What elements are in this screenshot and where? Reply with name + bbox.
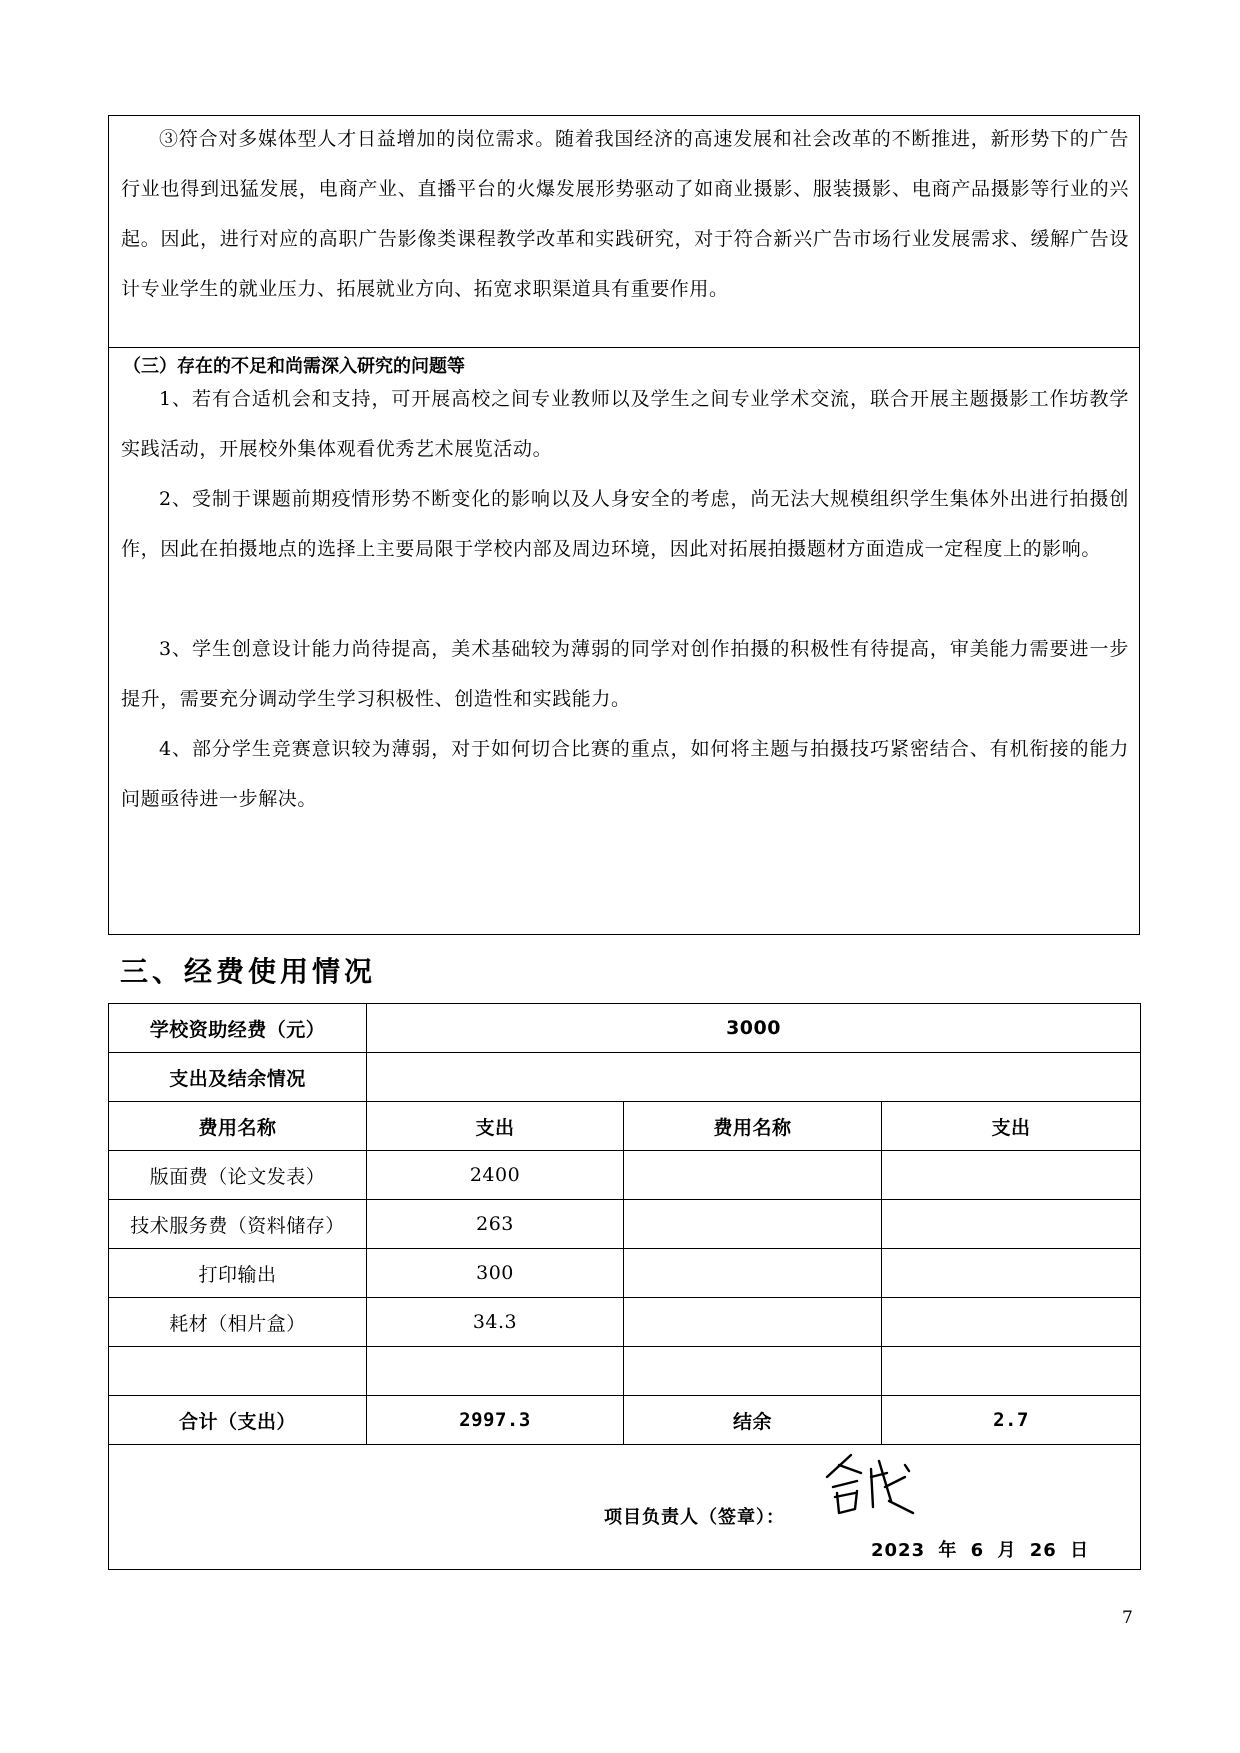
shortfalls-heading: （三）存在的不足和尚需深入研究的问题等 — [123, 356, 465, 377]
expense-name — [624, 1347, 882, 1396]
expense-amount — [882, 1298, 1141, 1347]
column-header-name: 费用名称 — [624, 1102, 882, 1151]
section-title-funding: 三、经费使用情况 — [120, 955, 377, 988]
expense-name — [109, 1347, 367, 1396]
funding-value: 3000 — [367, 1004, 1141, 1053]
funding-table — [108, 1003, 1141, 1570]
expense-amount — [882, 1151, 1141, 1200]
expense-name — [624, 1151, 882, 1200]
shortfall-item-4: 4、部分学生竞赛意识较为薄弱，对于如何切合比赛的重点，如何将主题与拍摄技巧紧密结合、有机衔接的能力问题亟待进一步解决。 — [121, 738, 1129, 810]
signer-label: 项目负责人（签章）： — [604, 1507, 785, 1528]
funding-label: 学校资助经费（元） — [109, 1004, 367, 1053]
expense-amount — [882, 1347, 1141, 1396]
shortfall-item-3: 3、学生创意设计能力尚待提高，美术基础较为薄弱的同学对创作拍摄的积极性有待提高，审美能力需要进一步提升，需要充分调动学生学习积极性、创造性和实践能力。 — [121, 638, 1129, 710]
sign-date: 2023 年 6 月 26 日 — [871, 1540, 1090, 1561]
table-row — [109, 1249, 1141, 1298]
expense-amount — [367, 1347, 624, 1396]
expense-name — [624, 1200, 882, 1249]
signature-row — [109, 1445, 1141, 1570]
total-label: 合计（支出） — [109, 1396, 367, 1445]
expense-amount: 300 — [367, 1249, 624, 1298]
expense-name: 打印输出 — [109, 1249, 367, 1298]
text-box-shortfalls — [108, 347, 1140, 935]
expense-amount — [882, 1249, 1141, 1298]
expense-amount: 2400 — [367, 1151, 624, 1200]
shortfall-item-1: 1、若有合适机会和支持，可开展高校之间专业教师以及学生之间专业学术交流，联合开展主题摄影工作坊教学实践活动，开展校外集体观看优秀艺术展览活动。 — [121, 388, 1129, 460]
expense-amount — [882, 1200, 1141, 1249]
total-row — [109, 1396, 1141, 1445]
total-value: 2997.3 — [367, 1396, 624, 1445]
shortfall-item-2: 2、受制于课题前期疫情形势不断变化的影响以及人身安全的考虑，尚无法大规模组织学生集体外出进行拍摄创作，因此在拍摄地点的选择上主要局限于学校内部及周边环境，因此对拓展拍摄题材方面造成一定程度上的影响。 — [121, 488, 1129, 560]
expense-name: 耗材（相片盒） — [109, 1298, 367, 1347]
expense-amount: 34.3 — [367, 1298, 624, 1347]
paragraph-significance-3: ③符合对多媒体型人才日益增加的岗位需求。随着我国经济的高速发展和社会改革的不断推进，新形势下的广告行业也得到迅猛发展，电商产业、直播平台的火爆发展形势驱动了如商业摄影、服装摄影、电商产品摄影等行业的兴起。因此，进行对应的高职广告影像类课程教学改革和实践研究，对于符合新兴广告市场行业发展需求、缓解广告设计专业学生的就业压力、拓展就业方向、拓宽求职渠道具有重要作用。 — [121, 128, 1129, 300]
table-row — [109, 1151, 1141, 1200]
table-row — [109, 1004, 1141, 1053]
table-header-row — [109, 1102, 1141, 1151]
table-row — [109, 1347, 1141, 1396]
expense-name: 版面费（论文发表） — [109, 1151, 367, 1200]
expense-name — [624, 1249, 882, 1298]
page-number: 7 — [1122, 1608, 1133, 1628]
text-box-significance — [108, 115, 1140, 348]
column-header-name: 费用名称 — [109, 1102, 367, 1151]
column-header-amount: 支出 — [367, 1102, 624, 1151]
expense-name — [624, 1298, 882, 1347]
expense-label: 支出及结余情况 — [109, 1053, 367, 1102]
expense-amount: 263 — [367, 1200, 624, 1249]
balance-value: 2.7 — [882, 1396, 1141, 1445]
expense-value — [367, 1053, 1141, 1102]
table-row — [109, 1053, 1141, 1102]
column-header-amount: 支出 — [882, 1102, 1141, 1151]
handwritten-signature — [821, 1447, 925, 1523]
table-row — [109, 1200, 1141, 1249]
balance-label: 结余 — [624, 1396, 882, 1445]
table-row — [109, 1298, 1141, 1347]
signature-cell — [109, 1445, 1141, 1570]
expense-name: 技术服务费（资料储存） — [109, 1200, 367, 1249]
